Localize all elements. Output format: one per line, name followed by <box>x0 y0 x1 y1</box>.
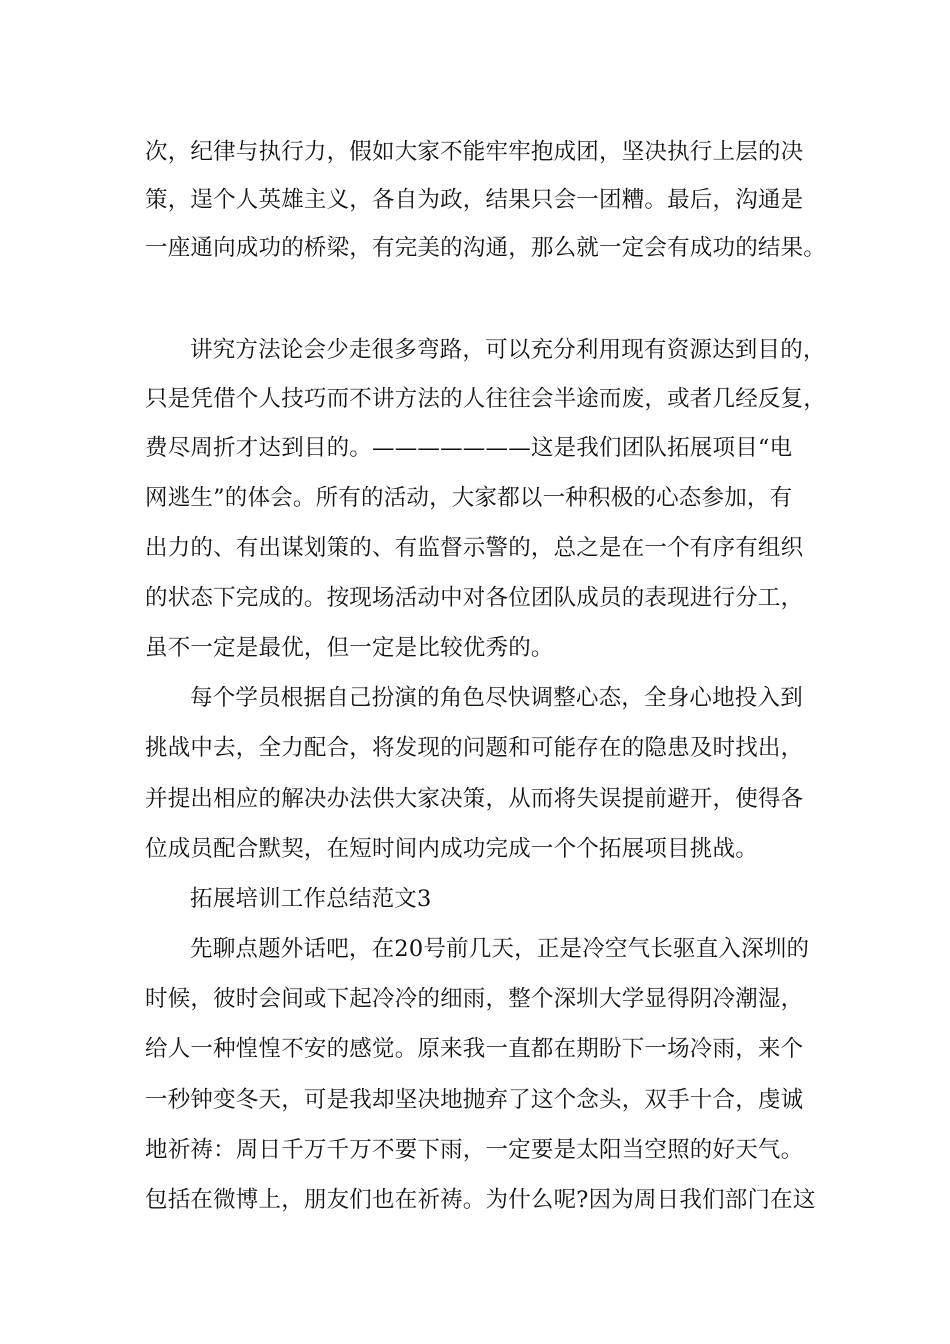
paragraph-3-line-1: 每个学员根据自己扮演的角色尽快调整心态，全身心地投入到 <box>190 685 803 711</box>
paragraph-4-line-3: 给人一种惶惶不安的感觉。原来我一直都在期盼下一场冷雨，来个 <box>145 1036 804 1062</box>
paragraph-4-line-4: 一秒钟变冬天，可是我却坚决地抛弃了这个念头，双手十合，虔诚 <box>145 1087 804 1113</box>
paragraph-1-line-3: 一座通向成功的桥梁，有完美的沟通，那么就一定会有成功的结果。 <box>145 235 827 261</box>
paragraph-3-line-4: 位成员配合默契，在短时间内成功完成一个个拓展项目挑战。 <box>145 836 758 862</box>
paragraph-2-line-2: 只是凭借个人技巧而不讲方法的人往往会半途而废，或者几经反复， <box>145 386 827 412</box>
paragraph-3-line-3: 并提出相应的解决办法供大家决策，从而将失误提前避开，使得各 <box>145 786 804 812</box>
section-heading: 拓展培训工作总结范文3 <box>190 886 432 912</box>
paragraph-2-line-6: 的状态下完成的。按现场活动中对各位团队成员的表现进行分工， <box>145 585 804 611</box>
paragraph-4-line-6: 包括在微博上，朋友们也在祈祷。为什么呢?因为周日我们部门在这 <box>145 1187 816 1213</box>
paragraph-2-line-7: 虽不一定是最优，但一定是比较优秀的。 <box>145 635 554 661</box>
paragraph-4-line-5: 地祈祷：周日千万千万不要下雨，一定要是太阳当空照的好天气。 <box>145 1137 804 1163</box>
paragraph-1-line-2: 策，逞个人英雄主义，各自为政，结果只会一团糟。最后，沟通是 <box>145 187 804 213</box>
paragraph-4-line-1: 先聊点题外话吧，在20号前几天，正是冷空气长驱直入深圳的 <box>190 936 810 962</box>
paragraph-2-line-5: 出力的、有出谋划策的、有监督示警的，总之是在一个有序有组织 <box>145 535 804 561</box>
paragraph-2-line-3: 费尽周折才达到目的。———————这是我们团队拓展项目“电 <box>145 435 793 461</box>
paragraph-4-line-2: 时候，彼时会间或下起冷冷的细雨，整个深圳大学显得阴冷潮湿， <box>145 986 804 1012</box>
paragraph-2-line-4: 网逃生”的体会。所有的活动，大家都以一种积极的心态参加，有 <box>145 485 793 511</box>
paragraph-2-line-1: 讲究方法论会少走很多弯路，可以充分利用现有资源达到目的， <box>190 337 826 363</box>
paragraph-1-line-1: 次，纪律与执行力，假如大家不能牢牢抱成团，坚决执行上层的决 <box>145 139 804 165</box>
paragraph-3-line-2: 挑战中去，全力配合，将发现的问题和可能存在的隐患及时找出， <box>145 735 804 761</box>
